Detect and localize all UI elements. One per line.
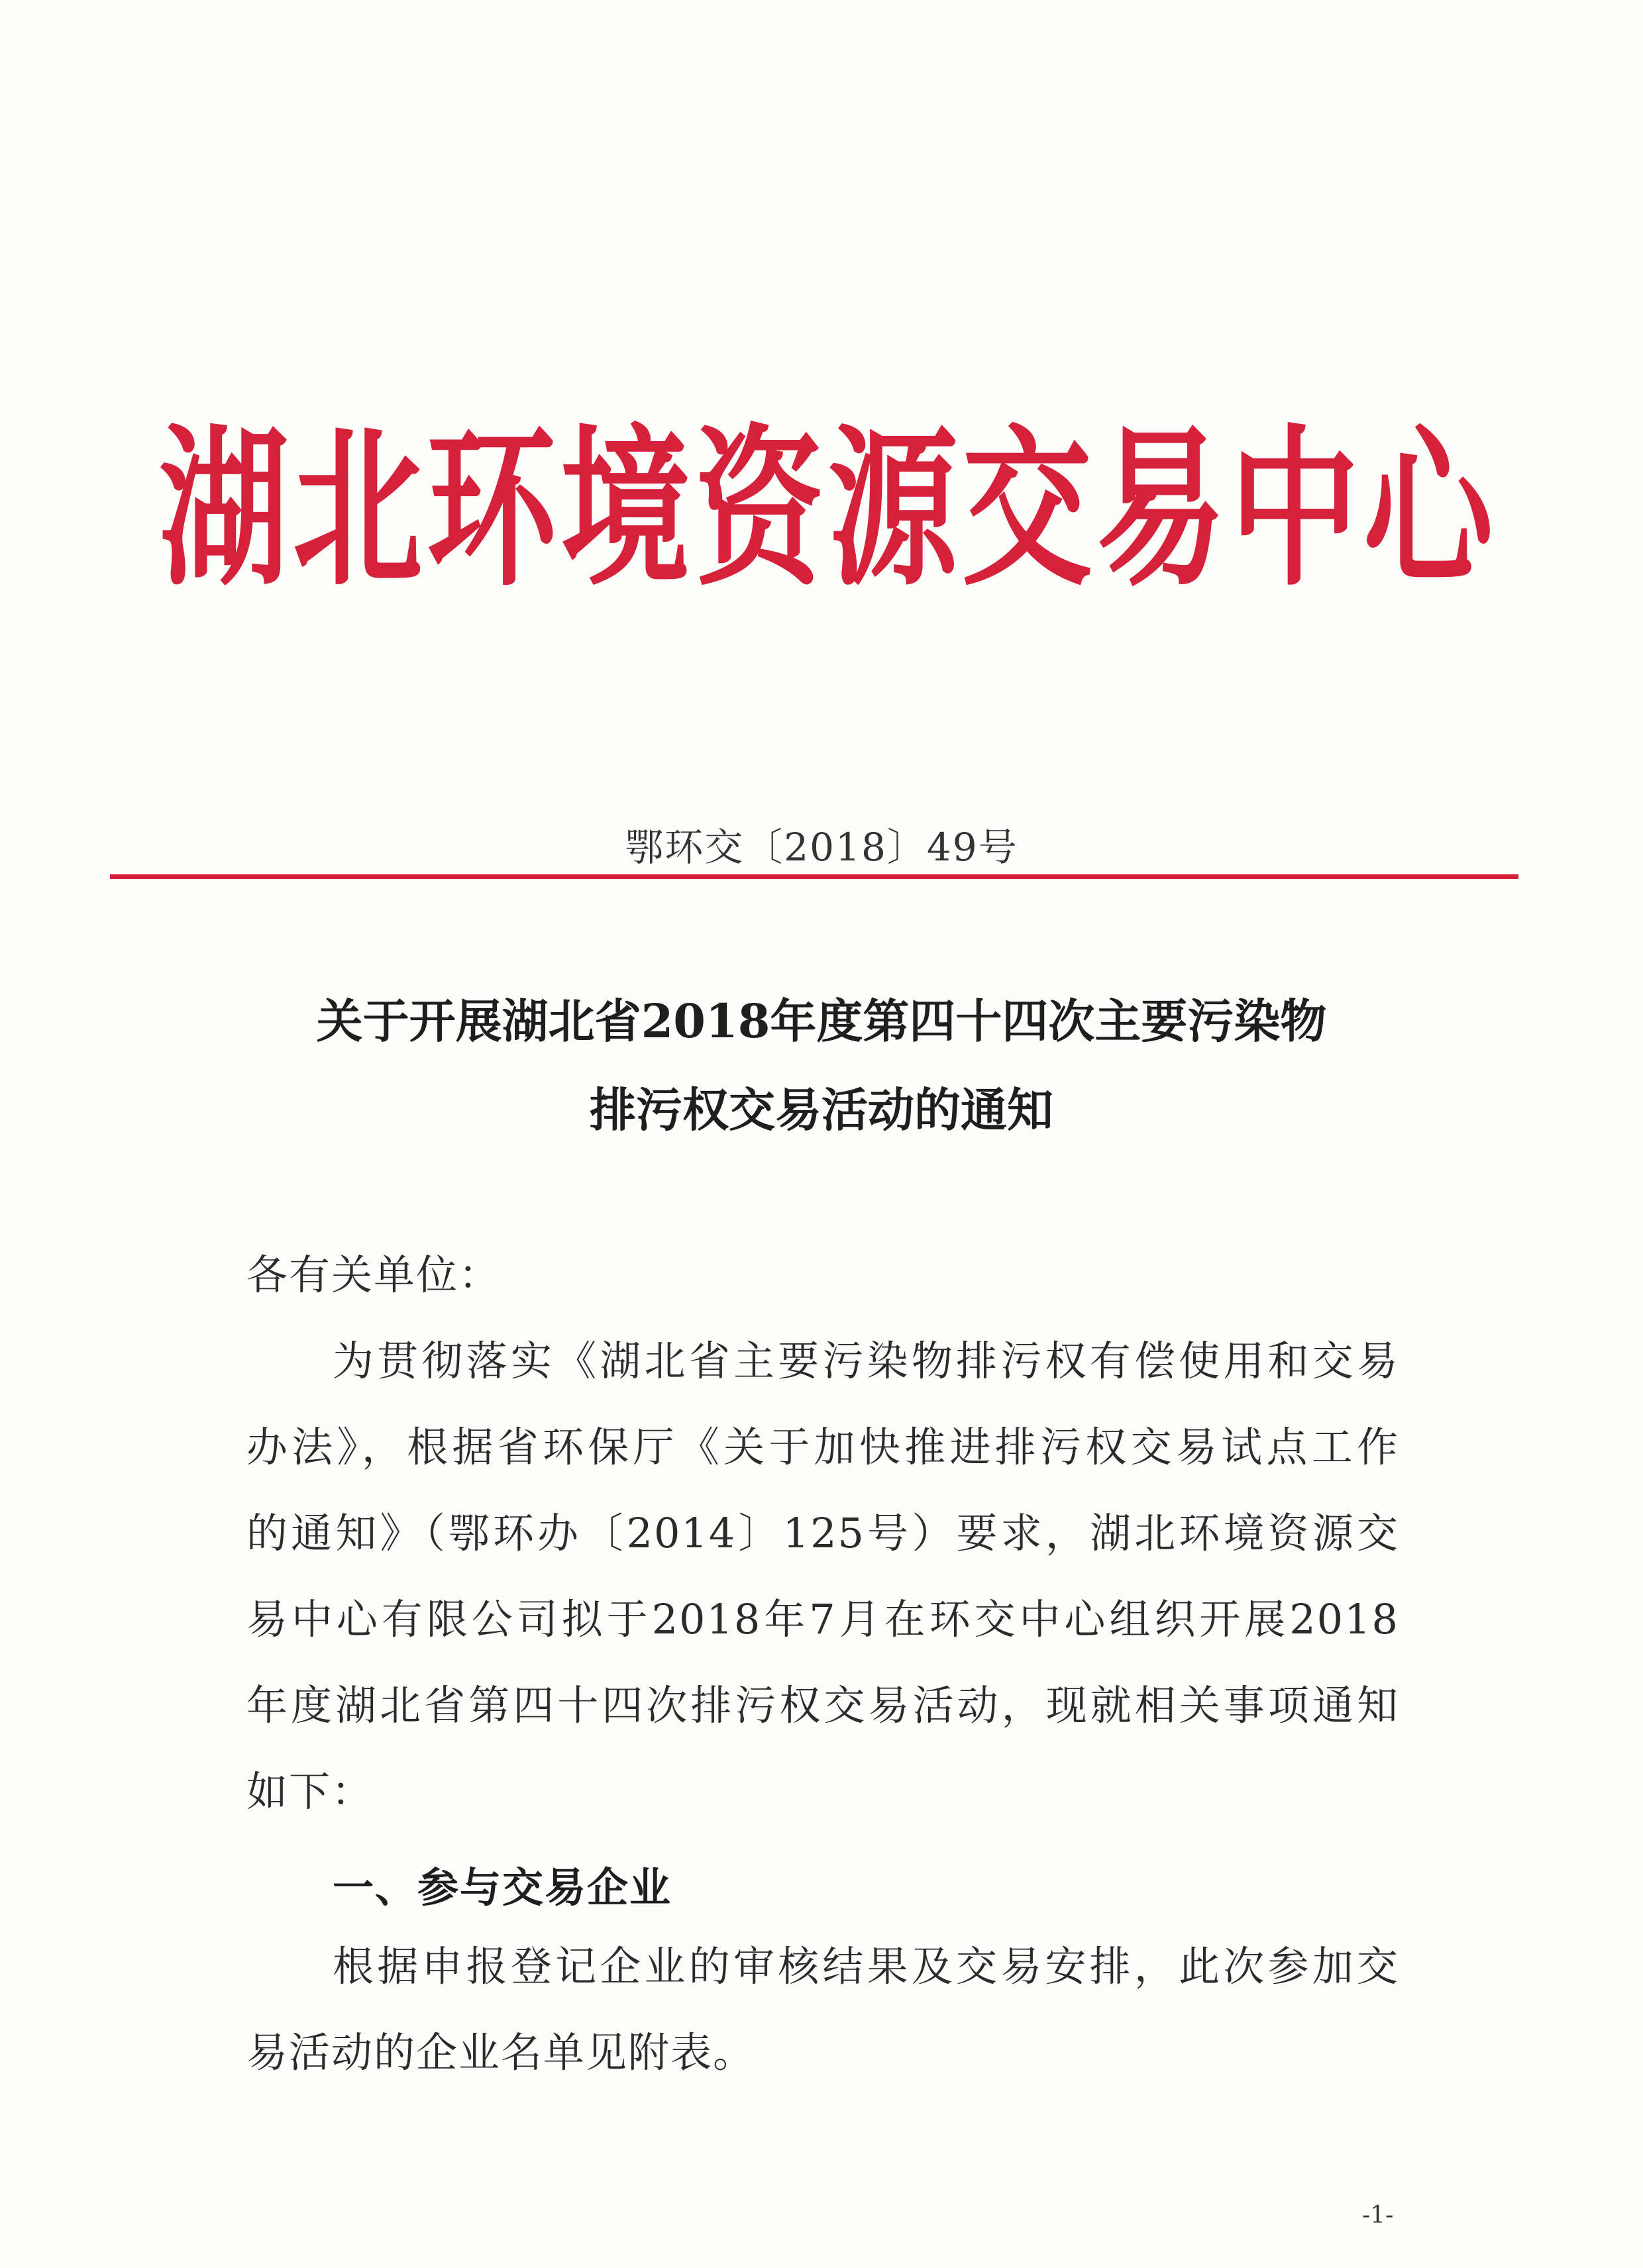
section-1-heading: 一、参与交易企业 [333, 1863, 672, 1912]
document-title-line-1: 关于开展湖北省2018年度第四十四次主要污染物 [316, 994, 1327, 1049]
red-divider-line [110, 874, 1518, 879]
paragraph-1-line-2: 办法》，根据省环保厅《关于加快推进排污权交易试点工作 [246, 1423, 1399, 1471]
salutation: 各有关单位： [246, 1251, 502, 1299]
page-number: -1- [1362, 2202, 1394, 2229]
section-1-paragraph-line-1: 根据申报登记企业的审核结果及交易安排，此次参加交 [333, 1942, 1399, 1990]
document-title-line-2: 排污权交易活动的通知 [590, 1082, 1053, 1137]
section-1-paragraph-line-2: 易活动的企业名单见附表。 [246, 2028, 756, 2077]
document-number: 鄂环交〔2018〕49号 [625, 825, 1018, 870]
organization-letterhead: 湖北环境资源交易中心 [158, 410, 1497, 610]
paragraph-1-line-6: 如下： [246, 1767, 374, 1816]
paragraph-1-line-1: 为贯彻落实《湖北省主要污染物排污权有偿使用和交易 [333, 1337, 1399, 1385]
paragraph-1-line-4: 易中心有限公司拟于2018年7月在环交中心组织开展2018 [246, 1595, 1399, 1643]
paragraph-1-line-3: 的通知》（鄂环办〔2014〕125号）要求，湖北环境资源交 [246, 1509, 1399, 1557]
paragraph-1-line-5: 年度湖北省第四十四次排污权交易活动，现就相关事项通知 [246, 1681, 1399, 1729]
